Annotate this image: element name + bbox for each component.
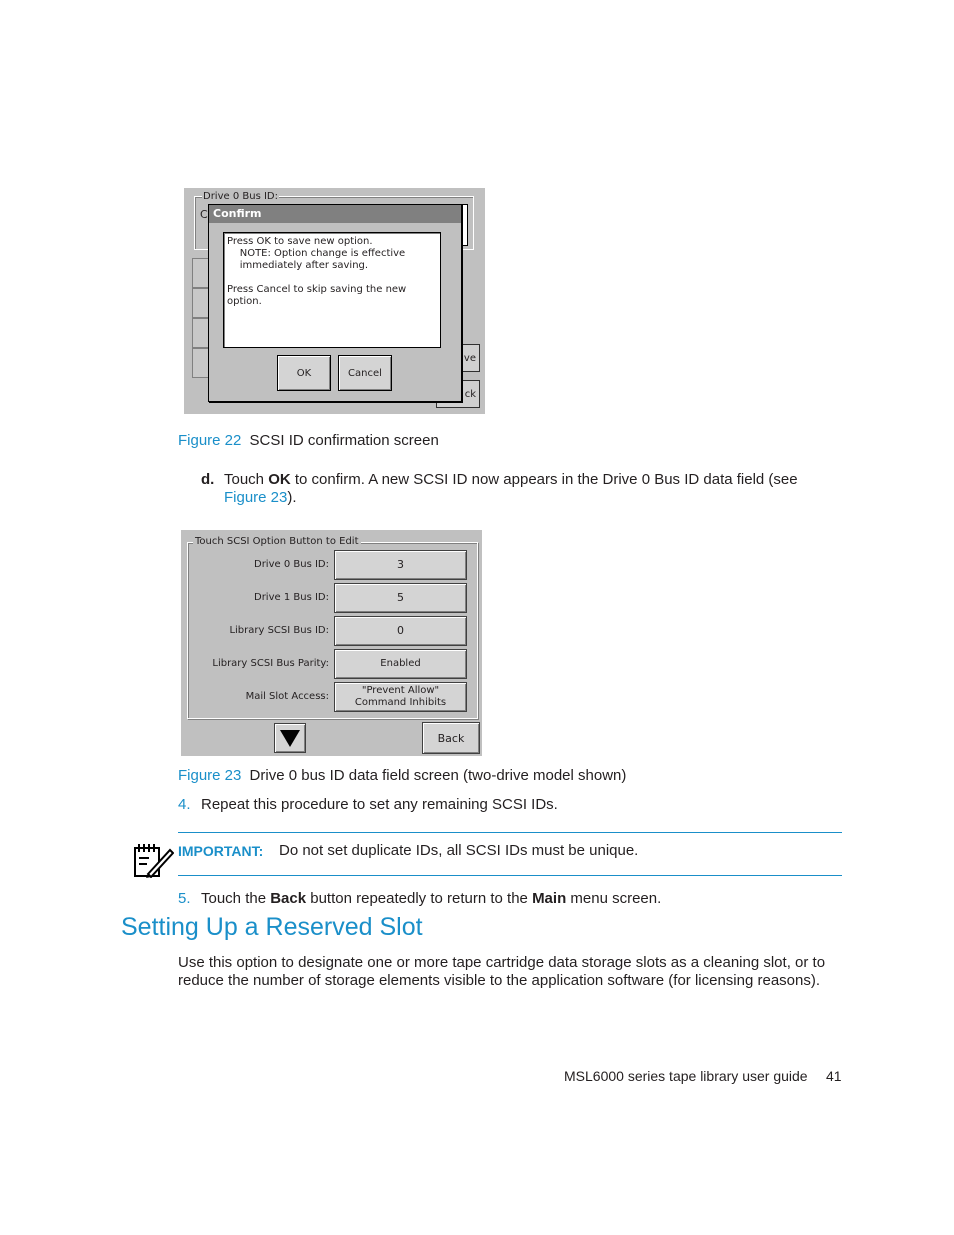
figure-number: Figure 23 xyxy=(178,767,242,784)
step-5-text-2: button repeatedly to return to the xyxy=(306,890,533,907)
option-label: Drive 0 Bus ID: xyxy=(254,559,329,570)
option-value-button[interactable]: Enabled xyxy=(334,649,467,679)
figure-22-screenshot xyxy=(184,188,485,414)
option-label: Library SCSI Bus ID: xyxy=(229,625,329,636)
drive-0-bus-id-label: Drive 0 Bus ID: xyxy=(203,191,278,202)
step-5-number: 5. xyxy=(178,890,191,907)
step-d-text-1: Touch xyxy=(224,471,269,488)
back-button[interactable]: Back xyxy=(422,722,480,754)
important-label: IMPORTANT: xyxy=(178,843,264,859)
paragraph-line-2: reduce the number of storage elements visible to the application software (for licensing reasons). xyxy=(178,972,821,989)
figure-number: Figure 22 xyxy=(178,432,242,449)
step-d-text-2: to confirm. A new SCSI ID now appears in the Drive 0 Bus ID data field (see xyxy=(290,471,798,488)
option-value-button[interactable]: 5 xyxy=(334,583,467,613)
note-bottom-rule xyxy=(178,875,842,876)
screen-field-char: C xyxy=(200,208,208,221)
ok-term: OK xyxy=(268,471,291,488)
figure-23-screenshot xyxy=(181,530,482,756)
save-button[interactable]: ve xyxy=(436,344,480,372)
step-4-number: 4. xyxy=(178,796,191,813)
ok-button[interactable]: OK xyxy=(277,355,331,391)
section-heading: Setting Up a Reserved Slot xyxy=(121,913,423,941)
scroll-down-button[interactable] xyxy=(274,723,306,753)
figure-23-link[interactable]: Figure 23 xyxy=(224,489,288,506)
main-term: Main xyxy=(532,890,567,907)
dialog-title: Confirm xyxy=(209,205,461,223)
paragraph-line-1: Use this option to designate one or more tape cartridge data storage slots as a cleaning slot, or to xyxy=(178,954,826,971)
dialog-message: Press OK to save new option. NOTE: Option change is effective immediately after saving. Press Cancel to skip saving the new option. xyxy=(223,232,441,348)
note-top-rule xyxy=(178,832,842,833)
figure-23-caption xyxy=(178,767,626,784)
frame-legend: Touch SCSI Option Button to Edit xyxy=(195,536,359,547)
confirm-dialog xyxy=(208,204,462,402)
back-term: Back xyxy=(270,890,307,907)
down-arrow-icon xyxy=(279,728,301,748)
option-value-button[interactable]: "Prevent Allow" Command Inhibits xyxy=(334,682,467,712)
option-value-button[interactable]: 0 xyxy=(334,616,467,646)
notepad-icon xyxy=(132,842,174,883)
step-5-text-3: menu screen. xyxy=(566,890,662,907)
option-label: Library SCSI Bus Parity: xyxy=(212,658,329,669)
option-label: Drive 1 Bus ID: xyxy=(254,592,329,603)
important-text: Do not set duplicate IDs, all SCSI IDs must be unique. xyxy=(279,842,639,859)
section-paragraph xyxy=(178,954,848,990)
step-d-marker: d. xyxy=(201,471,215,488)
figure-22-caption xyxy=(178,432,439,449)
cancel-button[interactable]: Cancel xyxy=(338,355,392,391)
caption-text: SCSI ID confirmation screen xyxy=(249,432,439,449)
step-5-text-1: Touch the xyxy=(201,890,271,907)
step-5-text xyxy=(201,890,661,908)
footer-title: MSL6000 series tape library user guide xyxy=(564,1068,808,1084)
page-number: 41 xyxy=(826,1068,842,1084)
caption-text: Drive 0 bus ID data field screen (two-drive model shown) xyxy=(249,767,627,784)
back-button[interactable]: ck xyxy=(436,380,480,408)
step-d-text-3: ). xyxy=(287,489,297,506)
step-4-text: Repeat this procedure to set any remaining SCSI IDs. xyxy=(201,796,558,813)
option-label: Mail Slot Access: xyxy=(245,691,329,702)
step-d-text xyxy=(224,471,834,507)
option-value-button[interactable]: 3 xyxy=(334,550,467,580)
